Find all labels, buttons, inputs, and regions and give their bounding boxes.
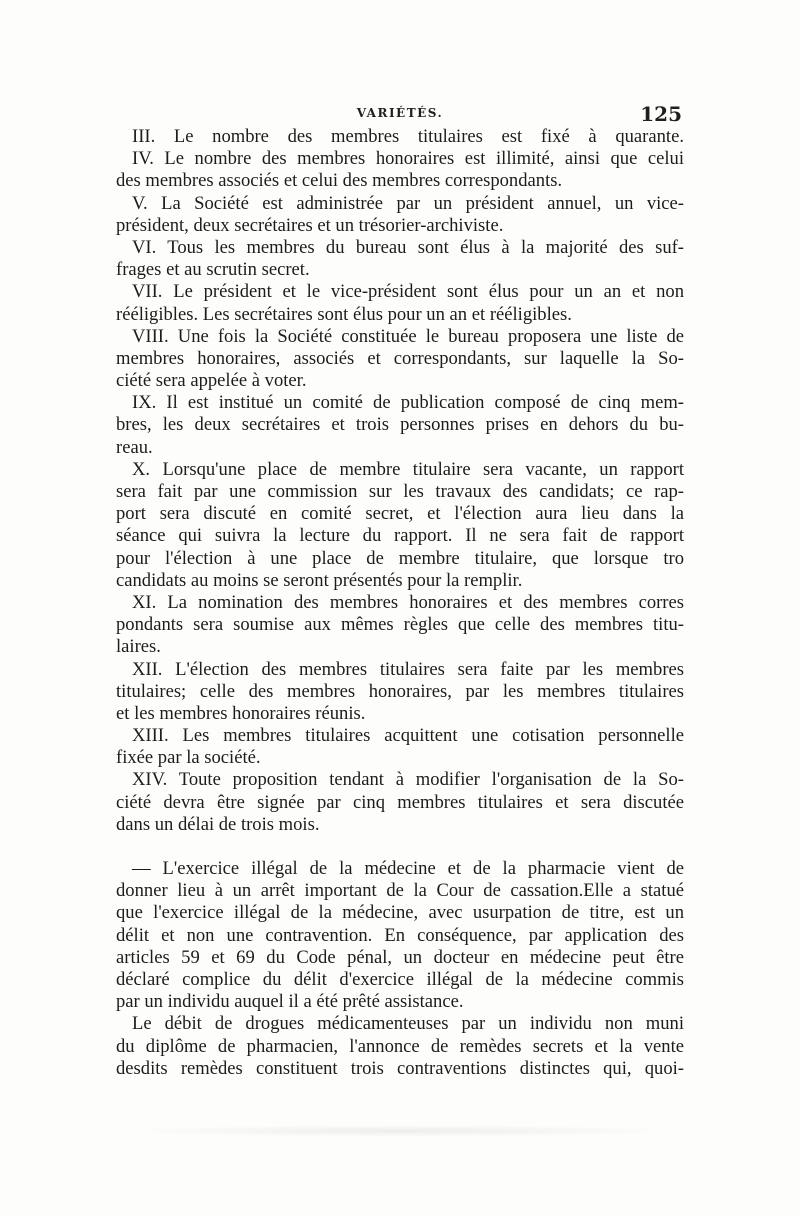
text-line: sera fait par une commission sur les travaux des candidats; ce rap- (116, 481, 684, 502)
text-line: dans un délai de trois mois. (116, 813, 320, 835)
text-line: président, deux secrétaires et un trésorier-archiviste. (116, 214, 504, 236)
text-line: X. Lorsqu'une place de membre titulaire sera vacante, un rapport (132, 458, 684, 480)
text-line: reau. (116, 436, 153, 458)
bleed-through-smudge (120, 1125, 680, 1137)
text-line: par un individu auquel il a été prêté assistance. (116, 991, 464, 1013)
text-line: desdits remèdes constituent trois contraventions distinctes qui, quoi- (116, 1057, 684, 1079)
text-line: que l'exercice illégal de la médecine, avec usurpation de titre, est un (116, 902, 684, 924)
court-ruling-section (116, 858, 684, 1080)
text-line: III. Le nombre des membres titulaires est fixé à quarante. (132, 126, 684, 147)
text-line: XII. L'élection des membres titulaires sera faite par les membres (132, 658, 684, 680)
running-title: VARIÉTÉS. (356, 106, 444, 120)
text-line: Le débit de drogues médicamenteuses par un individu non muni (132, 1013, 684, 1035)
page-number: 125 (640, 102, 682, 126)
text-line: — L'exercice illégal de la médecine et de la pharmacie vient de (132, 858, 684, 879)
statutes-section (116, 126, 684, 836)
text-line: VIII. Une fois la Société constituée le bureau proposera une liste de (132, 325, 684, 347)
text-line: et les membres honoraires réunis. (116, 702, 366, 724)
text-line: ciété sera appelée à voter. (116, 370, 307, 392)
text-line: articles 59 et 69 du Code pénal, un docteur en médecine peut être (116, 946, 684, 968)
text-line: IX. Il est institué un comité de publication composé de cinq mem- (132, 392, 684, 414)
text-line: donner lieu à un arrêt important de la Cour de cassation.Elle a statué (116, 880, 684, 902)
text-line: déclaré complice du délit d'exercice illégal de la médecine commis (116, 968, 684, 990)
text-line: laires. (116, 636, 161, 658)
text-line: fixée par la société. (116, 747, 261, 769)
text-line: V. La Société est administrée par un président annuel, un vice- (132, 192, 684, 214)
text-line: XI. La nomination des membres honoraires et des membres corres (132, 591, 684, 613)
text-line: VII. Le président et le vice-président sont élus pour un an et non (132, 281, 684, 303)
text-line: rééligibles. Les secrétaires sont élus pour un an et rééligibles. (116, 303, 572, 325)
text-line: membres honoraires, associés et correspondants, sur laquelle la So- (116, 347, 684, 369)
text-line: pour l'élection à une place de membre titulaire, que lorsque tro (116, 547, 684, 569)
text-line: du diplôme de pharmacien, l'annonce de remèdes secrets et la vente (116, 1035, 684, 1057)
text-line: pondants sera soumise aux mêmes règles que celle des membres titu- (116, 614, 684, 636)
text-line: titulaires; celle des membres honoraires, par les membres titulaires (116, 680, 684, 702)
text-line: frages et au scrutin secret. (116, 259, 310, 281)
body-text (116, 126, 684, 1080)
text-line: XIII. Les membres titulaires acquittent une cotisation personnelle (132, 725, 684, 747)
text-line: bres, les deux secrétaires et trois personnes prises en dehors du bu- (116, 414, 684, 436)
text-line: des membres associés et celui des membres correspondants. (116, 170, 563, 192)
text-line: IV. Le nombre des membres honoraires est illimité, ainsi que celui (132, 148, 684, 170)
text-line: VI. Tous les membres du bureau sont élus à la majorité des suf- (132, 236, 684, 258)
text-line: ciété devra être signée par cinq membres titulaires et sera discutée (116, 791, 684, 813)
running-header (116, 102, 684, 124)
text-line: séance qui suivra la lecture du rapport. Il ne sera fait de rapport (116, 525, 684, 547)
text-line: délit et non une contravention. En conséquence, par application des (116, 924, 684, 946)
text-line: candidats au moins se seront présentés pour la remplir. (116, 569, 523, 591)
text-line: port sera discuté en comité secret, et l'élection aura lieu dans la (116, 503, 684, 525)
text-line: XIV. Toute proposition tendant à modifier l'organisation de la So- (132, 769, 684, 791)
section-gap (116, 836, 684, 858)
